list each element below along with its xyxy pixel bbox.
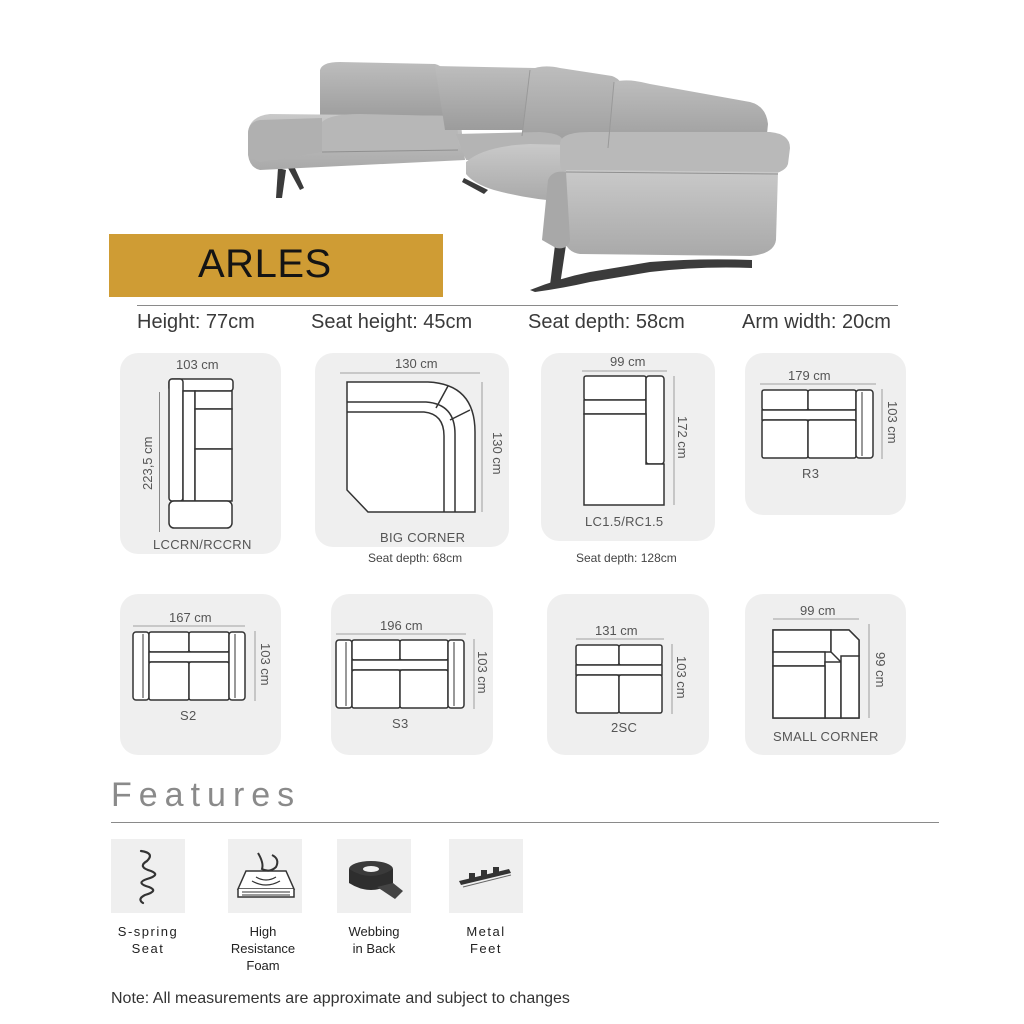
feature-tile-s-spring xyxy=(111,839,185,913)
feature-label xyxy=(446,923,526,957)
spec-height: Height: 77cm xyxy=(137,311,255,333)
dimension-line xyxy=(159,392,160,532)
feature-label-line: Feet xyxy=(469,941,502,956)
feature-label-line: in Back xyxy=(352,941,396,956)
module-depth: 103 cm xyxy=(674,656,689,699)
module-name: R3 xyxy=(802,466,820,481)
module-name: S3 xyxy=(392,716,409,731)
module-diagram-s2 xyxy=(131,625,261,705)
module-name: S2 xyxy=(180,708,197,723)
divider xyxy=(111,822,939,823)
feature-tile-webbing xyxy=(337,839,411,913)
module-diagram-lc15 xyxy=(582,370,682,510)
module-width: 131 cm xyxy=(595,623,638,638)
feature-label-line: Webbing xyxy=(348,924,400,939)
module-width: 99 cm xyxy=(800,603,836,618)
metal-feet-icon xyxy=(449,839,523,913)
spec-seat-height: Seat height: 45cm xyxy=(311,311,473,333)
feature-label-line: S-spring xyxy=(117,924,179,939)
product-name: ARLES xyxy=(198,242,332,286)
module-width: 99 cm xyxy=(610,354,646,369)
module-diagram-r3 xyxy=(760,383,890,463)
module-depth: 223,5 cm xyxy=(140,436,155,490)
features-heading: Features xyxy=(111,776,302,814)
module-width: 103 cm xyxy=(176,357,219,372)
module-seat-depth-note: Seat depth: 128cm xyxy=(576,551,677,565)
module-name: LC1.5/RC1.5 xyxy=(585,514,664,529)
module-depth: 103 cm xyxy=(258,643,273,686)
divider xyxy=(137,305,898,306)
module-seat-depth-note: Seat depth: 68cm xyxy=(368,551,463,565)
module-depth: 130 cm xyxy=(490,432,505,475)
module-depth: 172 cm xyxy=(675,416,690,459)
spec-seat-depth: Seat depth: 58cm xyxy=(528,311,685,333)
module-diagram-s3 xyxy=(334,633,484,713)
module-depth: 103 cm xyxy=(475,651,490,694)
module-diagram-big-corner xyxy=(340,372,485,522)
module-name: 2SC xyxy=(611,720,638,735)
module-depth: 99 cm xyxy=(873,652,888,688)
module-diagram-lccrn xyxy=(168,374,238,534)
spec-arm-width: Arm width: 20cm xyxy=(742,311,891,333)
module-width: 167 cm xyxy=(169,610,212,625)
feature-label-line: Resistance xyxy=(230,941,296,956)
feature-label-line: Seat xyxy=(131,941,165,956)
module-width: 196 cm xyxy=(380,618,423,633)
feature-label xyxy=(108,923,188,957)
disclaimer-note: Note: All measurements are approximate and subject to changes xyxy=(111,990,570,1007)
feature-label-line: Foam xyxy=(246,958,280,973)
feature-label-line: High xyxy=(249,924,277,939)
module-name: SMALL CORNER xyxy=(773,729,879,744)
module-diagram-small-corner xyxy=(771,618,881,723)
feature-label xyxy=(218,923,308,974)
s-spring-icon xyxy=(111,839,185,913)
module-diagram-2sc xyxy=(574,638,684,718)
module-width: 179 cm xyxy=(788,368,831,383)
feature-label xyxy=(335,923,413,957)
feature-tile-metal-feet xyxy=(449,839,523,913)
module-name: LCCRN/RCCRN xyxy=(153,537,252,552)
module-name: BIG CORNER xyxy=(380,530,466,545)
feature-label-line: Metal xyxy=(466,924,506,939)
module-depth: 103 cm xyxy=(885,401,900,444)
feature-tile-foam xyxy=(228,839,302,913)
foam-icon xyxy=(228,839,302,913)
webbing-roll-icon xyxy=(337,839,411,913)
module-width: 130 cm xyxy=(395,356,438,371)
